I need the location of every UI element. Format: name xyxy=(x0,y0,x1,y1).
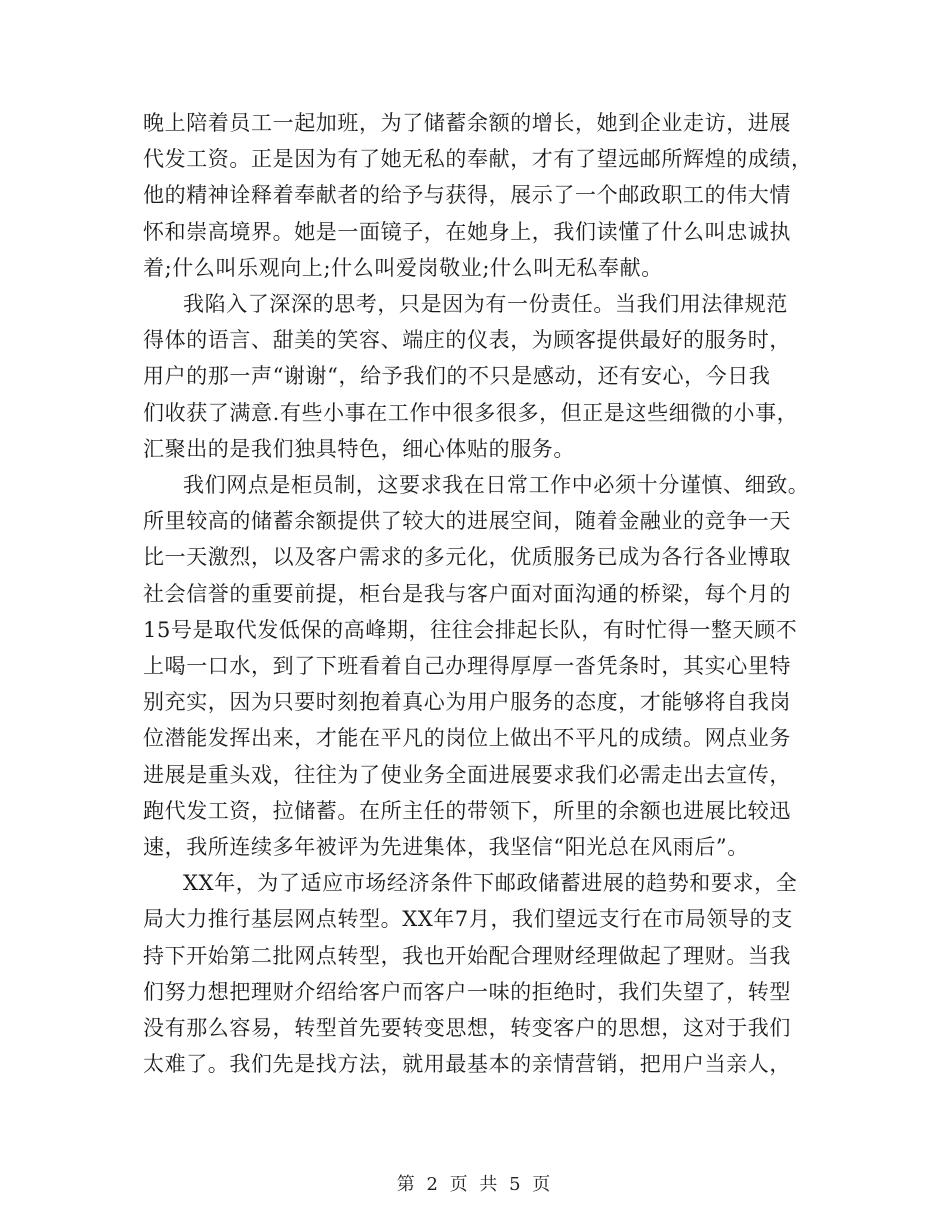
text-line: 比一天激烈，以及客户需求的多元化，优质服务已成为各行各业博取 xyxy=(143,545,791,570)
text-line: 上喝一口水，到了下班看着自己办理得厚厚一沓凭条时，其实心里特 xyxy=(143,654,791,679)
text-line: 他的精神诠释着奉献者的给予与获得，展示了一个邮政职工的伟大情 xyxy=(143,183,791,208)
text-line: 所里较高的储蓄余额提供了较大的进展空间，随着金融业的竞争一天 xyxy=(143,509,791,534)
text-line: 跑代发工资，拉储蓄。在所主任的带领下，所里的余额也进展比较迅 xyxy=(143,798,791,823)
text-line: 汇聚出的是我们独具特色，细心体贴的服务。 xyxy=(143,436,575,461)
text-line: 社会信誉的重要前提，柜台是我与客户面对面沟通的桥梁，每个月的 xyxy=(143,581,791,606)
text-line: 得体的语言、甜美的笑容、端庄的仪表，为顾客提供最好的服务时， xyxy=(143,328,791,353)
text-line: 晚上陪着员工一起加班，为了储蓄余额的增长，她到企业走访，进展 xyxy=(143,111,791,135)
text-line: 别充实，因为只要时刻抱着真心为用户服务的态度，才能够将自我岗 xyxy=(143,690,791,715)
text-line: 位潜能发挥出来，才能在平凡的岗位上做出不平凡的成绩。网点业务 xyxy=(143,726,791,751)
text-line: 着;什么叫乐观向上;什么叫爱岗敬业;什么叫无私奉献。 xyxy=(143,255,663,280)
text-line: 没有那么容易，转型首先要转变思想，转变客户的思想，这对于我们 xyxy=(143,1016,791,1041)
text-line: 进展是重头戏，往往为了使业务全面进展要求我们必需走出去宣传， xyxy=(143,762,791,787)
text-line: 局大力推行基层网点转型。XX年7月，我们望远支行在市局领导的支 xyxy=(143,907,793,932)
text-line: 怀和崇高境界。她是一面镜子，在她身上，我们读懂了什么叫忠诚执 xyxy=(143,219,791,244)
text-line: 我陷入了深深的思考，只是因为有一份责任。当我们用法律规范 xyxy=(183,292,788,317)
text-line: XX年，为了适应市场经济条件下邮政储蓄进展的趋势和要求，全 xyxy=(183,871,798,896)
text-line: 我们网点是柜员制，这要求我在日常工作中必须十分谨慎、细致。 xyxy=(183,473,810,498)
text-line: 用户的那一声“谢谢“，给予我们的不只是感动，还有安心，今日我 xyxy=(143,364,771,389)
text-line: 持下开始第二批网点转型，我也开始配合理财经理做起了理财。当我 xyxy=(143,943,791,968)
text-line: 代发工资。正是因为有了她无私的奉献，才有了望远邮所辉煌的成绩， xyxy=(143,147,813,172)
text-line: 太难了。我们先是找方法，就用最基本的亲情营销，把用户当亲人， xyxy=(143,1052,791,1077)
body-text xyxy=(143,105,813,1082)
text-line: 们收获了满意.有些小事在工作中很多很多，但正是这些细微的小事， xyxy=(143,400,799,425)
text-line: 速，我所连续多年被评为先进集体，我坚信“阳光总在风雨后”。 xyxy=(143,835,749,860)
text-line: 们努力想把理财介绍给客户而客户一味的拒绝时，我们失望了，转型 xyxy=(143,979,791,1004)
text-line: 15号是取代发低保的高峰期，往往会排起长队，有时忙得一整天顾不 xyxy=(143,617,798,642)
page-footer: 第 2 页 共 5 页 xyxy=(396,1174,554,1195)
